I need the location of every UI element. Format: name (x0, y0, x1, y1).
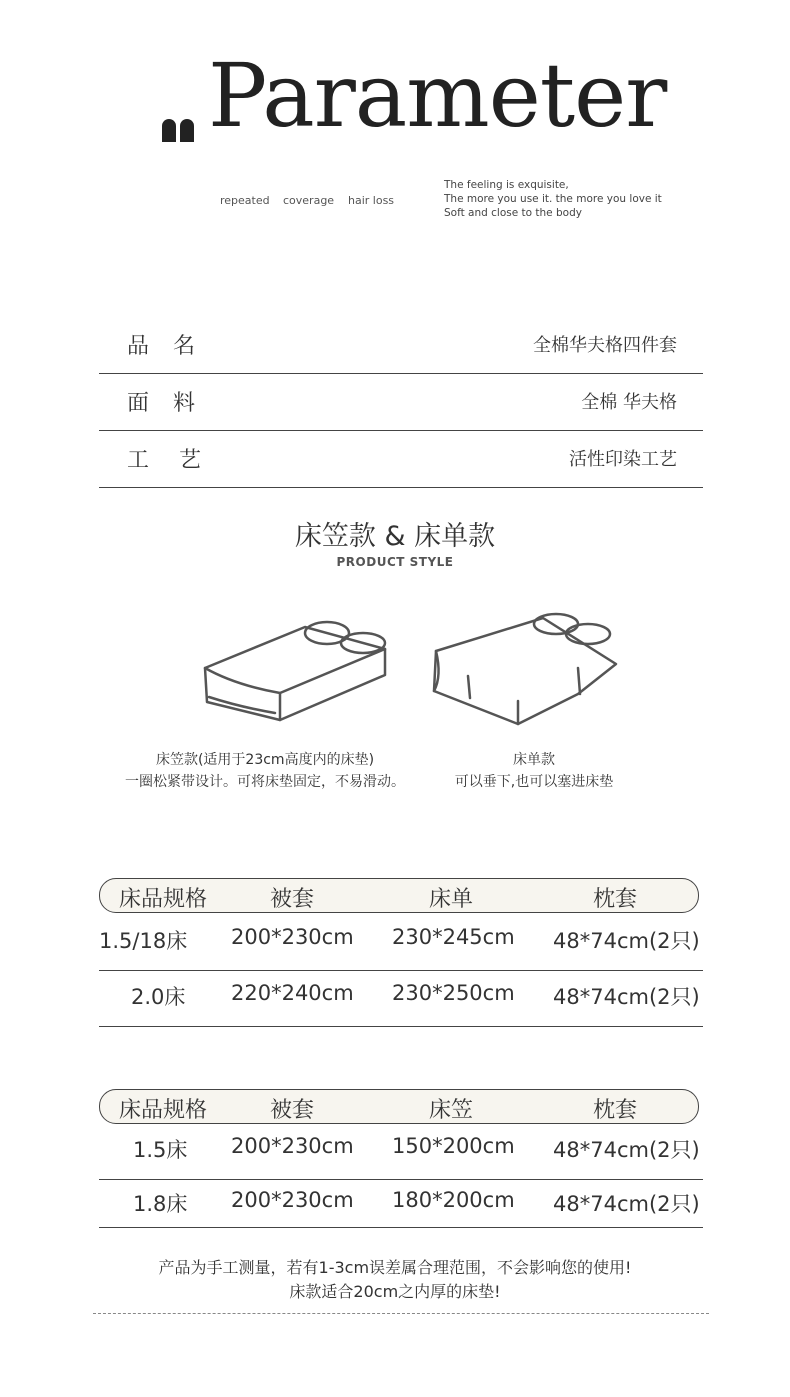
table-cell: 48*74cm(2只) (553, 929, 700, 953)
table-row (99, 915, 703, 971)
flat-sheet-caption: 床单款 可以垂下,也可以塞进床垫 (454, 752, 614, 790)
info-row-material (99, 374, 703, 431)
table-cell: 2.0床 (131, 985, 186, 1009)
table-cell: 230*245cm (392, 925, 515, 949)
info-row-craft (99, 431, 703, 488)
info-value: 活性印染工艺 (569, 449, 677, 470)
measurement-note: 产品为手工测量，若有1-3cm误差属合理范围，不会影响您的使用! 床款适合20cm之内厚的床垫! (158, 1258, 632, 1301)
table-header-cell: 床品规格 (118, 1098, 207, 1123)
tag-hair-loss: hair loss (348, 194, 395, 207)
table-cell: 1.5/18床 (99, 929, 188, 953)
table-header-cell: 床品规格 (118, 887, 207, 912)
table-cell: 48*74cm(2只) (553, 1138, 700, 1162)
page-title: Parameter (208, 44, 667, 147)
dashed-divider (93, 1313, 709, 1314)
flat-sheet-icon (428, 606, 624, 731)
table-header-cell: 床笠 (428, 1098, 473, 1123)
table-cell: 150*200cm (392, 1134, 515, 1158)
table-row (99, 971, 703, 1027)
tag-coverage: coverage (283, 194, 335, 207)
tag-repeated: repeated (220, 194, 270, 207)
table-cell: 230*250cm (392, 981, 515, 1005)
info-row-name (99, 317, 703, 374)
info-value: 全棉 华夫格 (581, 392, 677, 413)
table-cell: 200*230cm (231, 1188, 354, 1212)
table-cell: 48*74cm(2只) (553, 985, 700, 1009)
tagline: The feeling is exquisite, The more you use it. the more you love it Soft and close to the body (444, 179, 662, 219)
table-row (99, 1180, 703, 1228)
table-header-cell: 被套 (269, 887, 314, 912)
info-label: 面 料 (127, 391, 196, 416)
table-cell: 180*200cm (392, 1188, 515, 1212)
table-header-cell: 被套 (269, 1098, 314, 1123)
table1-header (99, 878, 699, 913)
product-style-title: 床笠款 & 床单款 (294, 521, 496, 552)
fitted-sheet-caption: 床笠款(适用于23cm高度内的床垫) 一圈松紧带设计。可将床垫固定，不易滑动。 (125, 752, 405, 790)
product-style-subtitle: PRODUCT STYLE (336, 555, 454, 569)
table-row (99, 1124, 703, 1180)
table-header-cell: 枕套 (592, 1098, 637, 1123)
table2-header (99, 1089, 699, 1124)
table-cell: 48*74cm(2只) (553, 1192, 700, 1216)
decorative-arch-icon (162, 118, 196, 142)
info-label: 品 名 (127, 334, 196, 359)
table-cell: 200*230cm (231, 925, 354, 949)
table-cell: 220*240cm (231, 981, 354, 1005)
table-cell: 200*230cm (231, 1134, 354, 1158)
table-header-cell: 枕套 (592, 887, 637, 912)
table-cell: 1.8床 (133, 1192, 188, 1216)
fitted-sheet-icon (195, 605, 395, 730)
info-value: 全棉华夫格四件套 (533, 335, 677, 356)
table-cell: 1.5床 (133, 1138, 188, 1162)
info-label: 工 艺 (127, 448, 202, 473)
table-header-cell: 床单 (428, 887, 473, 912)
